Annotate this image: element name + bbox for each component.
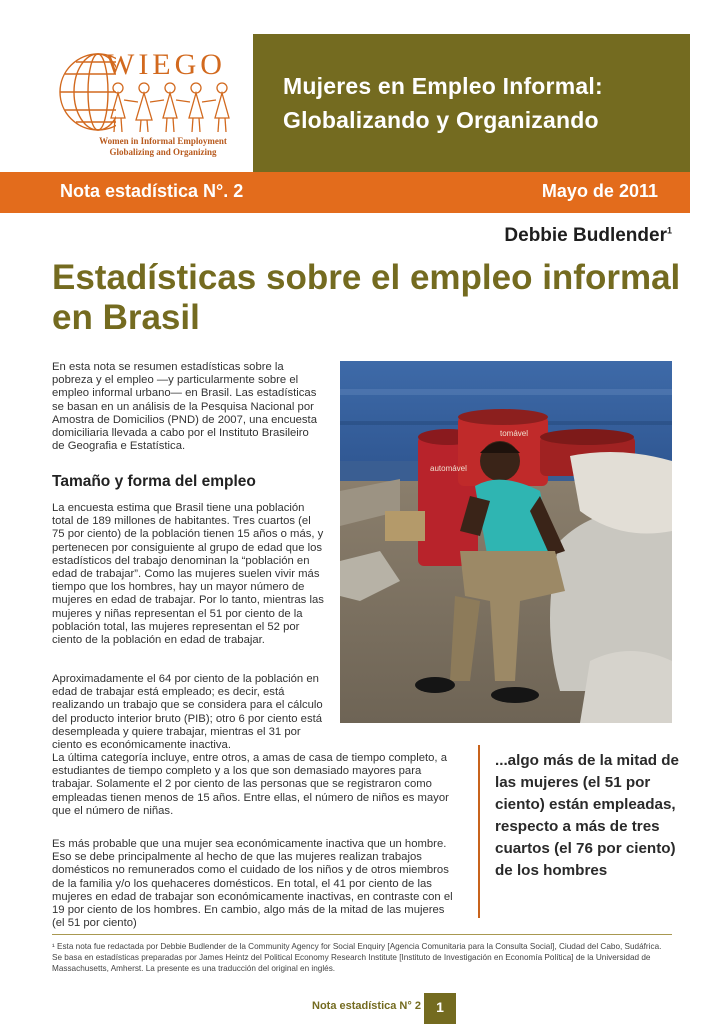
logo-tagline-1: Women in Informal Employment	[99, 136, 227, 146]
logo-tagline-2: Globalizing and Organizing	[109, 147, 217, 157]
women-figures-icon	[106, 80, 236, 134]
page-title: Estadísticas sobre el empleo informal en Brasil	[52, 258, 681, 337]
body-paragraph-1: La encuesta estima que Brasil tiene una población total de 189 millones de habitantes. Tres cuartos (el 75 por ciento) de la población tienen 15 años o más, y pertenecen por consiguiente al grupo de edad que los estadísticos del trabajo denominan la “población en edad de trabajar”. Como las mujeres suelen vivir más tiempo que los hombres, hay un mayor número de mujeres en edad de trabajar. Por lo tanto, mientras las mujeres y niñas representan el 51 por ciento de la población total, las mujeres representan el 52 por ciento de la población en edad de trabajar.	[52, 502, 324, 647]
pull-quote-rule	[478, 745, 480, 918]
note-date: Mayo de 2011	[541, 181, 658, 201]
drum-label-1: automável	[430, 464, 467, 473]
note-label: Nota estadística N°. 2	[60, 181, 244, 201]
author	[504, 225, 672, 247]
header-title-band	[253, 34, 690, 172]
photo-waste-picker	[340, 361, 672, 723]
intro-paragraph: En esta nota se resumen estadísticas sobre la pobreza y el empleo —y particularmente sobre el empleo informal urbano— en Brasil. Las estadísticas se basan en un análisis de la Pesquisa Nacional por Amostra de Domicilios (PND) de 2007, una encuesta domiciliaria llevada a cabo por el Instituto Brasileiro de Geografia e Estatística.	[52, 361, 317, 453]
footnote: ¹ Esta nota fue redactada por Debbie Budlender de la Community Agency for Social Enquiry [Agencia Comunitaria para la Consulta Social], Ciudad del Cabo, Sudáfrica. Se basa en estadísticas preparadas por James Heintz del Political Economy Research Institute [Instituto de Investigación en Economía Política] de la Universidad de Massachusetts, Amherst. La presente es una traducción del original en inglés.	[52, 942, 662, 973]
footnote-rule	[52, 934, 672, 935]
author-name: Debbie Budlender	[504, 225, 667, 246]
header-title-line-2: Globalizando y Organizando	[283, 107, 599, 133]
footer-note-label: Nota estadística N° 2	[312, 1000, 421, 1012]
pull-quote: ...algo más de la mitad de las mujeres (el 51 por ciento) están empleadas, respecto a más de tres cuartos (el 76 por ciento) de los hombres	[495, 752, 679, 879]
body-paragraph-2: Aproximadamente el 64 por ciento de la población en edad de trabajar está empleado; es decir, está realizando un trabajo que se considera para el cálculo del producto interior bruto (PIB); otro 6 por ciento está desempleada y quiere trabajar, mientras el 31 por ciento es económicamente inactiva.	[52, 673, 323, 752]
header-title-line-1: Mujeres en Empleo Informal:	[283, 73, 603, 99]
author-footnote-mark: 1	[666, 225, 672, 236]
body-paragraph-3: La última categoría incluye, entre otros, a amas de casa de tiempo completo, a estudiantes de tiempo completo y a los que son demasiado mayores para trabajar. Solamente el 2 por ciento de las personas que se registraron como empleadas tienen menos de 15 años. Entre ellas, el número de niños es mayor que el número de niñas.	[52, 752, 449, 817]
section-heading: Tamaño y forma del empleo	[52, 473, 256, 490]
logo-wordmark: WIEGO	[106, 48, 226, 81]
page-number: 1	[424, 993, 456, 1024]
body-paragraph-4: Es más probable que una mujer sea económicamente inactiva que un hombre. Eso se debe principalmente al hecho de que las mujeres realizan trabajos domésticos no remunerados como el cuidado de los niños y de otros miembros de la familia y/o los quehaceres domésticos. En total, el 41 por ciento de las mujeres en edad de trabajar son económicamente inactivas, en contraste con el 19 por ciento de los hombres. En cambio, algo más de la mitad de las mujeres (el 51 por ciento)	[52, 838, 453, 930]
note-band	[0, 172, 690, 213]
drum-label-2: tomável	[500, 429, 529, 438]
